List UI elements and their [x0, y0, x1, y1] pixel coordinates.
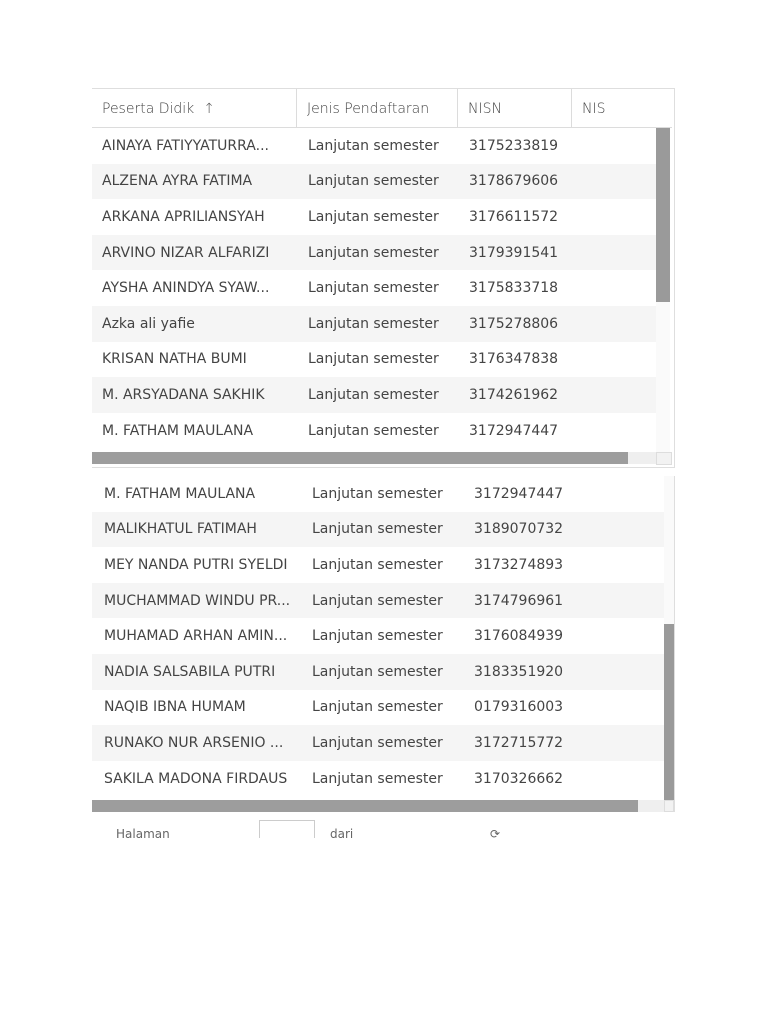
- students-grid-top: [92, 88, 675, 468]
- vertical-scrollbar[interactable]: [664, 476, 674, 800]
- table-row[interactable]: [92, 128, 656, 164]
- table-row[interactable]: [92, 547, 664, 583]
- jenis-pendaftaran-cell: Lanjutan semester: [308, 280, 439, 297]
- table-row[interactable]: [92, 512, 664, 548]
- column-header-jenis-pendaftaran[interactable]: [297, 89, 458, 127]
- nisn-cell: 3175833718: [469, 280, 559, 297]
- nisn-cell: 3170326662: [474, 770, 564, 787]
- student-name-cell: MEY NANDA PUTRI SYELDI: [104, 556, 288, 573]
- table-row[interactable]: [92, 306, 656, 342]
- table-row[interactable]: [92, 199, 656, 235]
- jenis-pendaftaran-cell: Lanjutan semester: [312, 592, 443, 609]
- grid-header: [92, 89, 672, 128]
- student-name-cell: NADIA SALSABILA PUTRI: [104, 663, 276, 680]
- student-name-cell: ARVINO NIZAR ALFARIZI: [102, 244, 270, 261]
- column-label: NISN: [468, 101, 502, 117]
- table-row[interactable]: [92, 270, 656, 306]
- nisn-cell: 3174796961: [474, 592, 564, 609]
- table-row[interactable]: [92, 690, 664, 726]
- nisn-cell: 3183351920: [474, 663, 564, 680]
- column-label: Jenis Pendaftaran: [307, 101, 430, 117]
- table-row[interactable]: [92, 761, 664, 797]
- jenis-pendaftaran-cell: Lanjutan semester: [312, 770, 443, 787]
- column-label: Peserta Didik: [102, 101, 195, 117]
- table-row[interactable]: [92, 235, 656, 271]
- jenis-pendaftaran-cell: Lanjutan semester: [308, 422, 439, 439]
- table-row[interactable]: [92, 413, 656, 449]
- horizontal-scrollbar[interactable]: [92, 452, 656, 464]
- column-header-nisn[interactable]: [458, 89, 572, 127]
- grid-pager: [92, 818, 674, 838]
- scrollbar-corner: [656, 452, 672, 465]
- nisn-cell: 0179316003: [474, 699, 564, 716]
- nisn-cell: 3176347838: [469, 351, 559, 368]
- students-grid-bottom: [92, 476, 675, 812]
- jenis-pendaftaran-cell: Lanjutan semester: [312, 663, 443, 680]
- jenis-pendaftaran-cell: Lanjutan semester: [312, 628, 443, 645]
- nisn-cell: 3172715772: [474, 734, 564, 751]
- pager-label: Halaman: [116, 827, 170, 838]
- column-header-nis[interactable]: [572, 89, 672, 127]
- nisn-cell: 3175278806: [469, 315, 559, 332]
- jenis-pendaftaran-cell: Lanjutan semester: [308, 315, 439, 332]
- sort-asc-icon: ↑: [203, 101, 216, 117]
- nisn-cell: 3178679606: [469, 173, 559, 190]
- student-name-cell: AYSHA ANINDYA SYAW...: [102, 280, 270, 297]
- grid-body: [92, 128, 656, 448]
- table-row[interactable]: [92, 725, 664, 761]
- nisn-cell: 3174261962: [469, 386, 559, 403]
- page-number-input[interactable]: [259, 820, 315, 838]
- student-name-cell: M. ARSYADANA SAKHIK: [102, 386, 265, 403]
- column-label: NIS: [582, 101, 606, 117]
- student-name-cell: Azka ali yafie: [102, 315, 195, 332]
- jenis-pendaftaran-cell: Lanjutan semester: [308, 137, 439, 154]
- student-name-cell: SAKILA MADONA FIRDAUS: [104, 770, 288, 787]
- jenis-pendaftaran-cell: Lanjutan semester: [308, 208, 439, 225]
- horizontal-scrollbar[interactable]: [92, 800, 664, 812]
- table-row[interactable]: [92, 583, 664, 619]
- nisn-cell: 3172947447: [469, 422, 559, 439]
- table-row[interactable]: [92, 377, 656, 413]
- scrollbar-corner: [664, 800, 674, 812]
- table-row[interactable]: [92, 164, 656, 200]
- jenis-pendaftaran-cell: Lanjutan semester: [308, 244, 439, 261]
- student-name-cell: RUNAKO NUR ARSENIO ...: [104, 734, 284, 751]
- scrollbar-thumb[interactable]: [92, 452, 628, 464]
- nisn-cell: 3176611572: [469, 208, 559, 225]
- table-row[interactable]: [92, 654, 664, 690]
- nisn-cell: 3172947447: [474, 485, 564, 502]
- jenis-pendaftaran-cell: Lanjutan semester: [308, 351, 439, 368]
- table-row[interactable]: [92, 476, 664, 512]
- table-row[interactable]: [92, 618, 664, 654]
- jenis-pendaftaran-cell: Lanjutan semester: [312, 556, 443, 573]
- jenis-pendaftaran-cell: Lanjutan semester: [312, 734, 443, 751]
- scrollbar-thumb[interactable]: [656, 128, 670, 302]
- vertical-scrollbar[interactable]: [656, 128, 670, 452]
- column-header-peserta-didik[interactable]: [92, 89, 297, 127]
- table-row[interactable]: [92, 342, 656, 378]
- student-name-cell: AINAYA FATIYYATURRA...: [102, 137, 269, 154]
- student-name-cell: MUCHAMMAD WINDU PR...: [104, 592, 291, 609]
- scrollbar-thumb[interactable]: [664, 624, 674, 800]
- nisn-cell: 3175233819: [469, 137, 559, 154]
- jenis-pendaftaran-cell: Lanjutan semester: [312, 521, 443, 538]
- jenis-pendaftaran-cell: Lanjutan semester: [308, 173, 439, 190]
- nisn-cell: 3173274893: [474, 556, 564, 573]
- jenis-pendaftaran-cell: Lanjutan semester: [308, 386, 439, 403]
- grid-body: [92, 476, 664, 796]
- nisn-cell: 3176084939: [474, 628, 564, 645]
- student-name-cell: KRISAN NATHA BUMI: [102, 351, 247, 368]
- student-name-cell: M. FATHAM MAULANA: [102, 422, 254, 439]
- student-name-cell: NAQIB IBNA HUMAM: [104, 699, 246, 716]
- nisn-cell: 3179391541: [469, 244, 559, 261]
- student-name-cell: ALZENA AYRA FATIMA: [102, 173, 253, 190]
- refresh-icon[interactable]: ⟳: [490, 827, 501, 838]
- scrollbar-thumb[interactable]: [92, 800, 638, 812]
- student-name-cell: ARKANA APRILIANSYAH: [102, 208, 265, 225]
- student-name-cell: M. FATHAM MAULANA: [104, 485, 256, 502]
- pager-of-label: dari: [330, 827, 354, 838]
- jenis-pendaftaran-cell: Lanjutan semester: [312, 485, 443, 502]
- jenis-pendaftaran-cell: Lanjutan semester: [312, 699, 443, 716]
- nisn-cell: 3189070732: [474, 521, 564, 538]
- student-name-cell: MUHAMAD ARHAN AMIN...: [104, 628, 288, 645]
- student-name-cell: MALIKHATUL FATIMAH: [104, 521, 257, 538]
